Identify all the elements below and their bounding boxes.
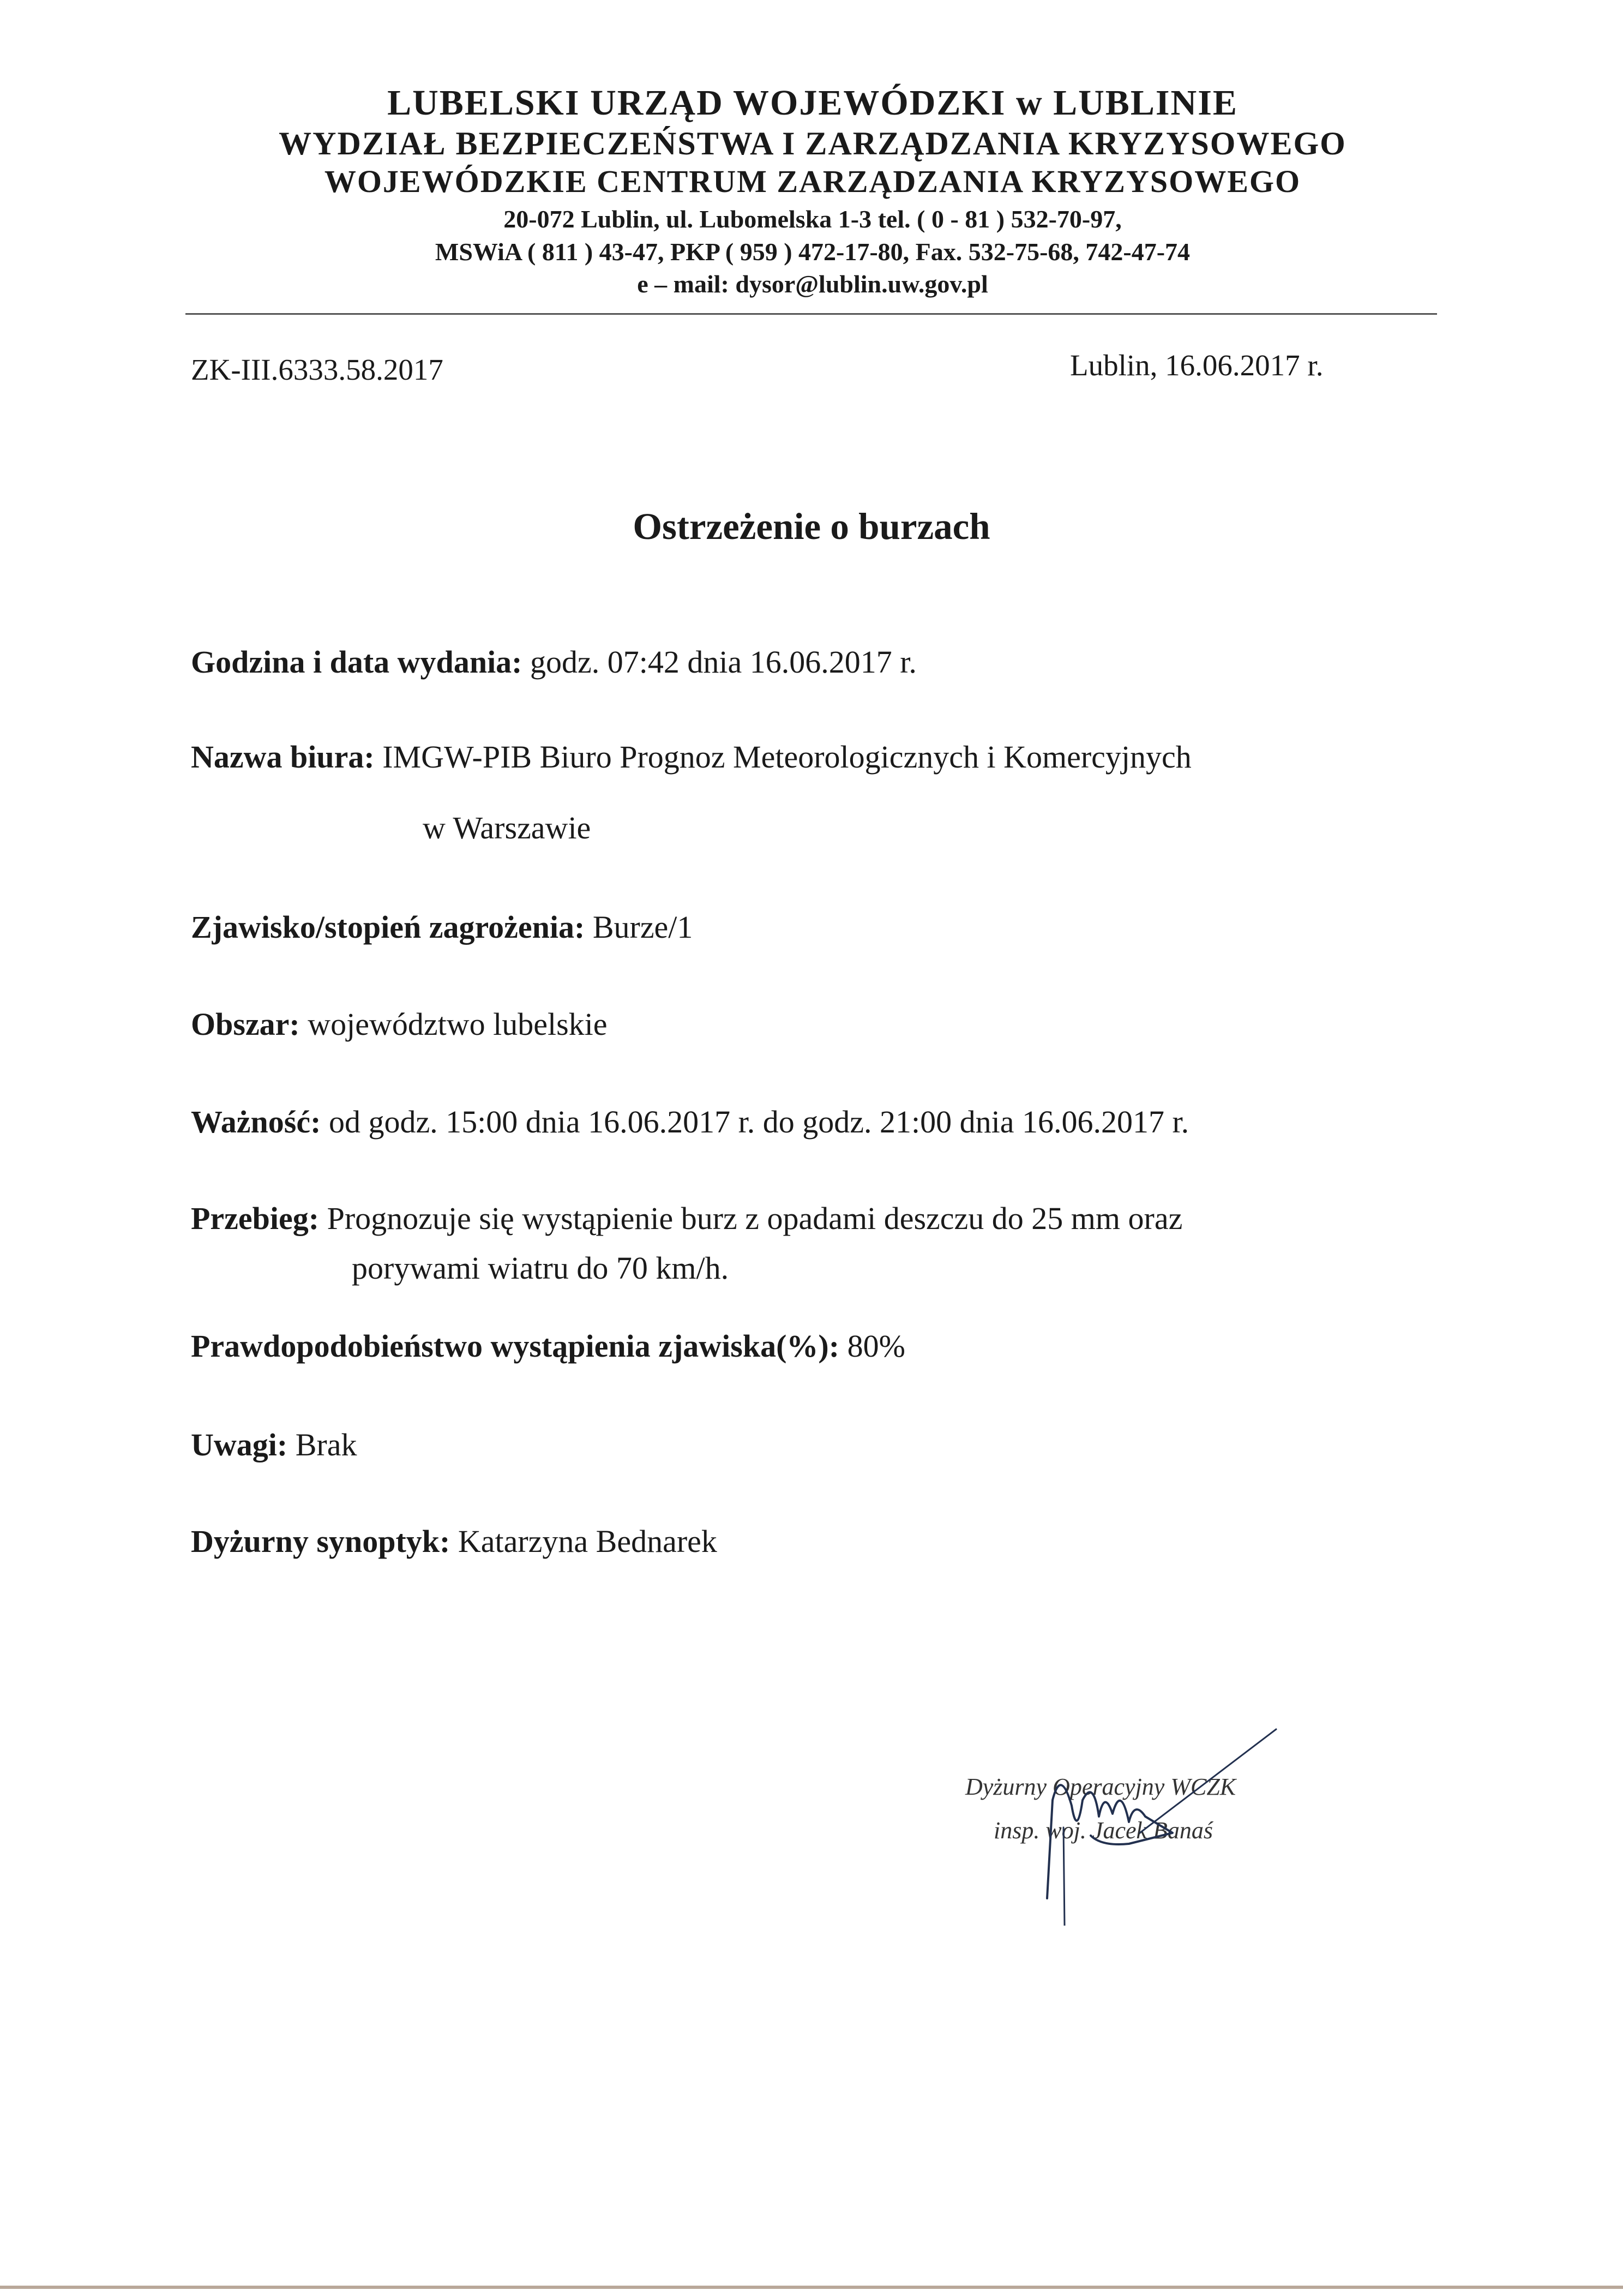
header-divider [185,313,1437,315]
field-label: Nazwa biura: [191,739,375,775]
letterhead-address: 20-072 Lublin, ul. Lubomelska 1-3 tel. ( 0 - 81 ) 532-70-97, [503,205,1122,233]
reference-number: ZK-III.6333.58.2017 [191,353,443,386]
field-value: Brak [295,1427,357,1462]
stamp-role: Dyżurny Operacyjny WCZK [965,1773,1236,1800]
letterhead-office: LUBELSKI URZĄD WOJEWÓDZKI w LUBLINIE [387,83,1238,123]
field-remarks [191,1421,357,1469]
letterhead-email: e – mail: dysor@lublin.uw.gov.pl [637,270,988,298]
signature-stamp [965,1762,1347,1882]
letterhead-phones: MSWiA ( 811 ) 43-47, PKP ( 959 ) 472-17-80, Fax. 532-75-68, 742-47-74 [435,238,1191,266]
letterhead [185,82,1440,300]
field-validity [191,1098,1189,1146]
field-label: Godzina i data wydania: [191,644,522,680]
field-value: Prognozuje się wystąpienie burz z opadami deszczu do 25 mm oraz [327,1201,1183,1236]
field-phenomenon [191,903,693,951]
field-forecaster [191,1518,717,1566]
letterhead-department: WYDZIAŁ BEZPIECZEŃSTWA I ZARZĄDZANIA KRYZYSOWEGO [279,125,1347,161]
field-value: godz. 07:42 dnia 16.06.2017 r. [530,644,917,680]
field-area [191,1000,608,1048]
field-value: województwo lubelskie [308,1006,608,1042]
field-label: Obszar: [191,1006,300,1042]
scan-edge [0,2286,1623,2289]
document-date: Lublin, 16.06.2017 r. [1070,349,1324,382]
field-issued [191,638,917,686]
field-label: Prawdopodobieństwo wystąpienia zjawiska(%): [191,1328,840,1364]
field-course [191,1195,1182,1243]
handwritten-signature [965,1718,1347,1926]
field-value: IMGW-PIB Biuro Prognoz Meteorologicznych i Komercyjnych [382,739,1192,775]
field-label: Dyżurny synoptyk: [191,1524,450,1559]
field-value: Burze/1 [592,909,693,945]
field-label: Uwagi: [191,1427,288,1462]
field-label: Przebieg: [191,1201,320,1236]
field-office-continuation: w Warszawie [423,810,591,846]
field-course-continuation: porywami wiatru do 70 km/h. [352,1250,729,1286]
document-title: Ostrzeżenie o burzach [633,506,990,547]
field-value: Katarzyna Bednarek [458,1524,717,1559]
field-probability [191,1322,905,1370]
letterhead-center: WOJEWÓDZKIE CENTRUM ZARZĄDZANIA KRYZYSOWEGO [324,164,1301,199]
field-value: od godz. 15:00 dnia 16.06.2017 r. do godz. 21:00 dnia 16.06.2017 r. [328,1104,1189,1140]
field-office [191,733,1192,781]
field-label: Ważność: [191,1104,321,1140]
field-value: 80% [847,1328,905,1364]
stamp-name: insp. woj. Jacek Banaś [994,1817,1213,1844]
field-label: Zjawisko/stopień zagrożenia: [191,909,585,945]
